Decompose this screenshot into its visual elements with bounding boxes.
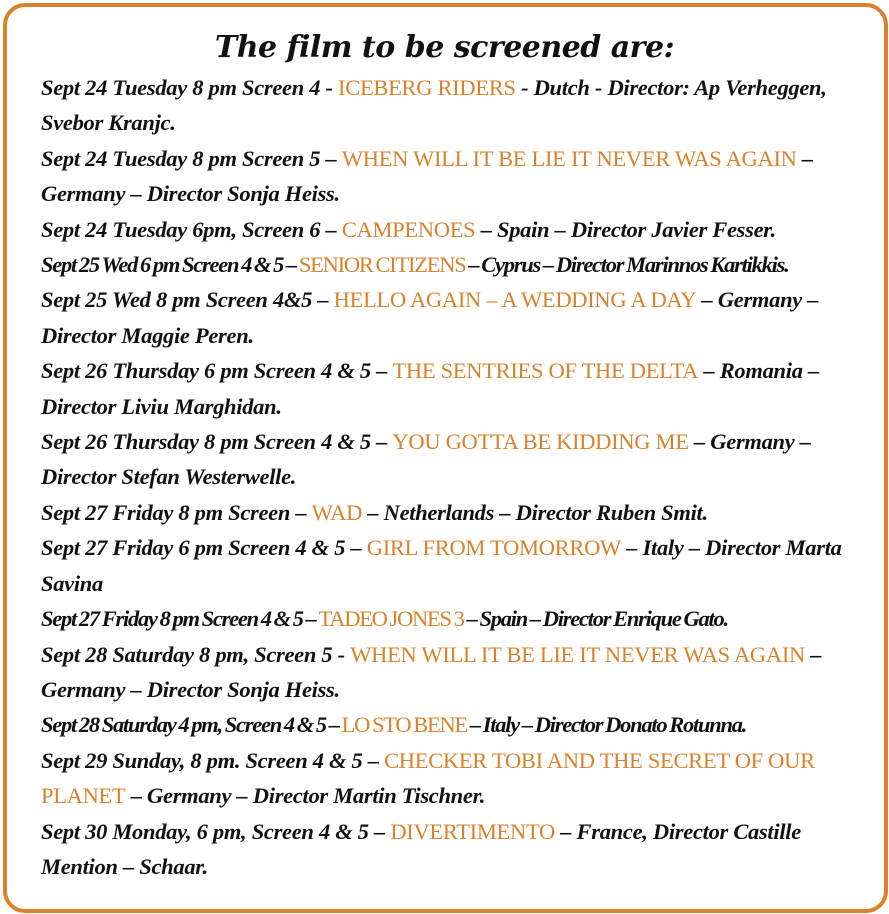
screening-schedule: Sept 27 Friday 8 pm Screen 4 & 5 –	[41, 606, 319, 632]
film-title: WAD	[311, 499, 363, 525]
film-title: CAMPENOES	[341, 216, 476, 242]
film-title: WHEN WILL IT BE LIE IT NEVER WAS AGAIN	[350, 641, 805, 667]
screening-entry	[41, 424, 861, 495]
film-title: YOU GOTTA BE KIDDING ME	[392, 429, 689, 455]
screening-schedule: Sept 28 Saturday 8 pm, Screen 5 -	[41, 641, 351, 667]
screening-entry	[41, 282, 861, 353]
screening-entry	[41, 637, 861, 708]
screening-details: – Germany – Director Maggie Peren.	[41, 287, 819, 348]
page-title: The film to be screened are:	[214, 30, 675, 65]
film-title: THE SENTRIES OF THE DELTA	[392, 358, 699, 384]
screening-schedule: Sept 25 Wed 6 pm Screen 4 & 5 –	[41, 252, 299, 278]
screening-entry	[41, 70, 861, 141]
screening-details: – Italy – Director Marta Savina	[41, 535, 842, 596]
screening-details: – Germany – Director Stefan Westerwelle.	[41, 429, 811, 490]
screening-schedule: Sept 28 Saturday 4 pm, Screen 4 & 5 –	[41, 712, 342, 738]
screening-entry	[41, 212, 861, 247]
screening-details: – Netherlands – Director Ruben Smit.	[362, 499, 708, 525]
screening-details: – Italy – Director Donato Rotunna.	[467, 712, 747, 738]
screening-entry	[41, 353, 861, 424]
screening-entry	[41, 530, 861, 601]
screening-schedule: Sept 24 Tuesday 6pm, Screen 6 –	[41, 216, 342, 242]
screening-schedule: Sept 30 Monday, 6 pm, Screen 4 & 5 –	[41, 818, 391, 844]
screening-entry	[41, 707, 861, 742]
screening-details: – Germany – Director Martin Tischner.	[125, 783, 486, 809]
film-title: GIRL FROM TOMORROW	[366, 535, 621, 561]
screening-details: – Germany – Director Sonja Heiss.	[41, 641, 822, 702]
screening-details: – Germany – Director Sonja Heiss.	[41, 145, 813, 207]
screening-schedule: Sept 24 Tuesday 8 pm Screen 4 -	[41, 75, 339, 100]
screening-details: – Spain – Director Enrique Gato.	[463, 606, 728, 632]
screening-schedule: Sept 27 Friday 6 pm Screen 4 & 5 –	[41, 535, 367, 561]
film-title: DIVERTIMENTO	[390, 818, 555, 844]
screening-entry	[41, 247, 861, 282]
film-title: TADEO JONES 3	[318, 606, 464, 632]
film-title: SENIOR CITIZENS	[298, 252, 466, 278]
screening-details: – Spain – Director Javier Fesser.	[475, 216, 776, 242]
screening-schedule: Sept 25 Wed 8 pm Screen 4&5 –	[41, 287, 334, 313]
film-title: HELLO AGAIN – A WEDDING A DAY	[333, 287, 697, 313]
film-title: LO STO BENE	[341, 712, 467, 738]
screening-details: – France, Director Castille Mention – Schaar.	[41, 818, 801, 879]
screening-entry	[41, 601, 861, 636]
screening-details: – Cyprus – Director Marinnos Kartikkis.	[465, 252, 789, 278]
screening-entry	[41, 814, 861, 885]
screening-schedule: Sept 24 Tuesday 8 pm Screen 5 –	[41, 145, 342, 171]
screening-details: – Romania – Director Liviu Marghidan.	[41, 358, 819, 419]
screening-schedule: Sept 29 Sunday, 8 pm. Screen 4 & 5 –	[41, 747, 385, 773]
screening-details: - Dutch - Director: Ap Verheggen, Svebor Kranjc.	[41, 75, 827, 136]
screening-schedule: Sept 26 Thursday 8 pm Screen 4 & 5 –	[41, 429, 393, 455]
screening-schedule: Sept 27 Friday 8 pm Screen –	[41, 499, 312, 525]
screening-entry	[41, 141, 861, 212]
screening-entry	[41, 495, 861, 530]
screening-entry	[41, 743, 861, 814]
screening-schedule: Sept 26 Thursday 6 pm Screen 4 & 5 –	[41, 358, 393, 384]
film-title: WHEN WILL IT BE LIE IT NEVER WAS AGAIN	[341, 145, 797, 171]
film-title: ICEBERG RIDERS	[338, 75, 516, 100]
screening-list	[41, 70, 861, 884]
film-title: CHECKER TOBI AND THE SECRET OF OUR PLANET	[41, 747, 815, 809]
